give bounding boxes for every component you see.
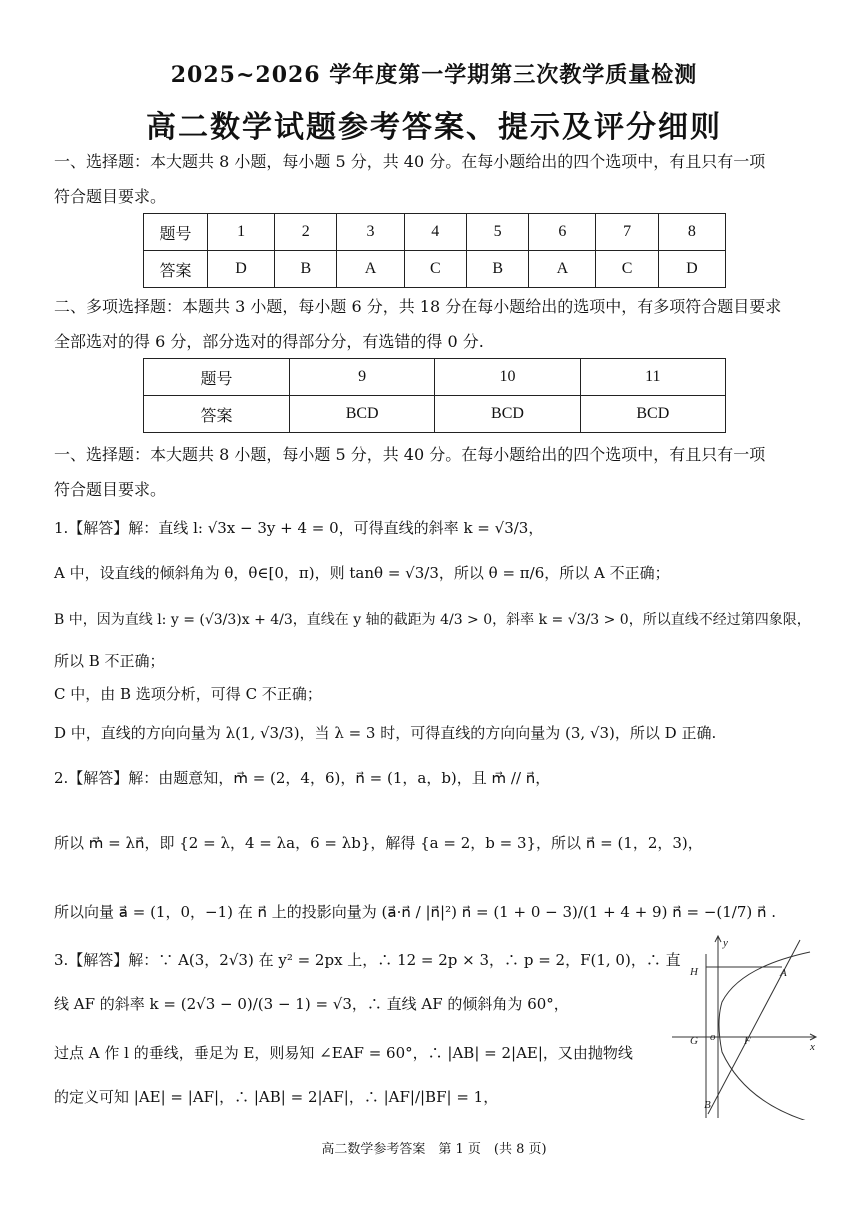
label-G: G [690,1035,698,1047]
answer-table-multi [143,358,726,433]
q3-solution-line1: 3.【解答】解：∵ A(3，2√3) 在 y² = 2px 上，∴ 12 = 2p × 3，∴ p = 2，F(1, 0)，∴ 直 [54,951,681,969]
answer-cell: B [275,251,337,288]
question-number: 5 [466,214,528,251]
q1-solution-line6: D 中，直线的方向向量为 λ(1, √3/3)，当 λ = 3 时，可得直线的方向向量为 (3, √3)，所以 D 正确. [54,724,717,742]
question-number: 10 [435,359,580,396]
question-number: 1 [208,214,275,251]
question-number: 8 [658,214,725,251]
q3-solution-line3: 过点 A 作 l 的垂线，垂足为 E，则易知 ∠EAF = 60°，∴ |AB| = 2|AE|，又由抛物线 [54,1044,633,1062]
answer-cell: D [658,251,725,288]
section1-intro-line1: 一、选择题：本大题共 8 小题，每小题 5 分，共 40 分。在每小题给出的四个选项中，有且只有一项 [54,152,766,171]
table-row-questions [144,359,726,396]
label-x: x [810,1041,815,1053]
q2-solution-line2: 所以 m⃗ = λn⃗，即 {2 = λ，4 = λa，6 = λb}，解得 {a = 2，b = 3}，所以 n⃗ = (1，2，3)， [54,834,703,852]
q1-solution-line2: A 中，设直线的倾斜角为 θ，θ∈[0，π)，则 tanθ = √3/3，所以 θ = π/6，所以 A 不正确； [54,564,670,582]
answer-cell: B [466,251,528,288]
row-label-answer: 答案 [144,251,208,288]
answer-cell: BCD [580,396,725,433]
label-B: B [704,1099,711,1111]
section2-intro-line1: 二、多项选择题：本题共 3 小题，每小题 6 分，共 18 分在每小题给出的选项中，有多项符合题目要求 [54,297,782,316]
section1-intro-line2: 符合题目要求。 [54,187,167,206]
answer-cell: A [337,251,404,288]
question-number: 11 [580,359,725,396]
page-footer: 高二数学参考答案 第 1 页 (共 8 页) [321,1142,547,1157]
document-title: 高二数学试题参考答案、提示及评分细则 [146,110,722,145]
question-number: 7 [596,214,658,251]
section2-intro-line2: 全部选对的得 6 分，部分选对的得部分分，有选错的得 0 分. [54,332,484,351]
parabola-curve [719,952,810,1120]
q1-solution-line4: 所以 B 不正确； [54,652,165,670]
answer-cell: C [596,251,658,288]
answer-cell: C [404,251,466,288]
answer-table-single [143,213,726,288]
answer-cell: D [208,251,275,288]
q2-solution-line1: 2.【解答】解：由题意知，m⃗ = (2，4，6)，n⃗ = (1，a，b)，且 m⃗ // n⃗， [54,769,551,787]
label-y: y [723,937,728,949]
row-label-question: 题号 [144,359,290,396]
label-H: H [690,966,698,978]
answer-cell: A [529,251,596,288]
exam-title: 2025~2026 学年度第一学期第三次教学质量检测 [170,62,698,88]
label-A: A [780,967,787,979]
question-number: 3 [337,214,404,251]
row-label-question: 题号 [144,214,208,251]
section3-intro-line1: 一、选择题：本大题共 8 小题，每小题 5 分，共 40 分。在每小题给出的四个选项中，有且只有一项 [54,445,766,464]
question-number: 2 [275,214,337,251]
q2-solution-line3: 所以向量 a⃗ = (1，0，−1) 在 n⃗ 上的投影向量为 (a⃗·n⃗ / |n⃗|²) n⃗ = (1 + 0 − 3)/(1 + 4 + 9) n⃗ = −(1/7) n⃗ . [54,903,777,921]
answer-cell: BCD [290,396,435,433]
row-label-answer: 答案 [144,396,290,433]
question-number: 4 [404,214,466,251]
table-row-questions [144,214,726,251]
q1-solution-line5: C 中，由 B 选项分析，可得 C 不正确； [54,685,322,703]
question-number: 9 [290,359,435,396]
label-F: F [744,1035,751,1047]
q1-solution-line1: 1.【解答】解：直线 l: √3x − 3y + 4 = 0，可得直线的斜率 k = √3/3， [54,519,544,537]
table-row-answers [144,396,726,433]
table-row-answers [144,251,726,288]
q3-solution-line4: 的定义可知 |AE| = |AF|，∴ |AB| = 2|AF|，∴ |AF|/|BF| = 1， [54,1088,499,1106]
label-O: o [710,1031,716,1043]
q1-solution-line3: B 中，因为直线 l: y = (√3/3)x + 4/3，直线在 y 轴的截距为 4/3 > 0，斜率 k = √3/3 > 0，所以直线不经过第四象限， [54,612,811,628]
section3-intro-line2: 符合题目要求。 [54,480,167,499]
question-number: 6 [529,214,596,251]
parabola-figure [660,932,820,1120]
answer-cell: BCD [435,396,580,433]
q3-solution-line2: 线 AF 的斜率 k = (2√3 − 0)/(3 − 1) = √3，∴ 直线 AF 的倾斜角为 60°， [54,995,569,1013]
